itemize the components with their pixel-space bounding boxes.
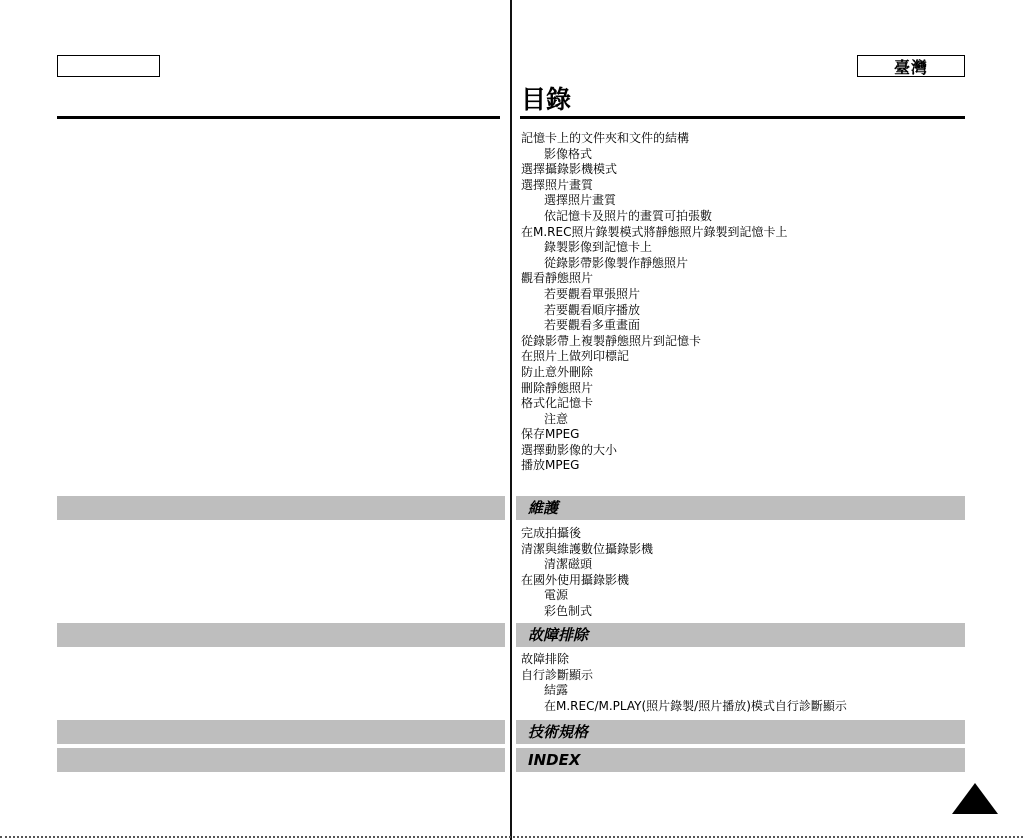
page-title: 目錄 [521, 85, 572, 114]
toc-item[interactable]: 記憶卡上的文件夾和文件的結構 [521, 131, 690, 145]
toc-item[interactable]: 選擇照片畫質 [521, 177, 594, 192]
toc-item[interactable]: 結露 [544, 683, 569, 698]
language-label: 臺灣 [893, 57, 928, 77]
section-header-troubleshooting[interactable] [516, 623, 965, 647]
toc-item[interactable]: 選擇攝錄影機模式 [521, 162, 618, 177]
toc-item[interactable]: 錄製影像到記憶卡上 [544, 240, 653, 255]
toc-item[interactable]: 在國外使用攝錄影機 [521, 572, 630, 587]
toc-item[interactable]: 自行診斷顯示 [521, 667, 594, 682]
toc-item[interactable]: 在照片上做列印標記 [521, 349, 630, 364]
toc-item[interactable]: 影像格式 [544, 146, 593, 161]
left-language-box [57, 55, 160, 77]
toc-item[interactable]: 完成拍攝後 [521, 526, 582, 540]
toc-item[interactable]: 彩色制式 [544, 603, 593, 618]
left-section-bar-3 [57, 720, 505, 744]
toc-item[interactable]: 若要觀看順序播放 [544, 302, 641, 317]
toc-item[interactable]: 電源 [544, 588, 569, 603]
page-up-arrow-icon[interactable] [952, 783, 998, 814]
toc-item[interactable]: 依記憶卡及照片的畫質可拍張數 [544, 208, 713, 223]
section-label-specifications: 技術規格 [528, 723, 589, 741]
section-header-index[interactable] [516, 748, 965, 772]
toc-item[interactable]: 選擇動影像的大小 [521, 442, 618, 457]
right-title-rule [520, 116, 965, 119]
left-section-bar-2 [57, 623, 505, 647]
section-label-maintenance: 維護 [528, 499, 559, 517]
toc-item[interactable]: 若要觀看多重畫面 [544, 318, 641, 333]
toc-item[interactable]: 在M.REC/M.PLAY(照片錄製/照片播放)模式自行診斷顯示 [544, 698, 847, 713]
toc-item[interactable]: 清潔磁頭 [544, 557, 593, 572]
toc-item[interactable]: 格式化記憶卡 [521, 396, 594, 411]
toc-item[interactable]: 觀看靜態照片 [521, 271, 594, 286]
toc-item[interactable]: 在M.REC照片錄製模式將靜態照片錄製到記憶卡上 [521, 224, 788, 239]
toc-main-list [521, 131, 787, 474]
section-header-maintenance[interactable] [516, 496, 965, 520]
section-label-troubleshooting: 故障排除 [528, 626, 589, 644]
toc-item[interactable]: 若要觀看單張照片 [544, 286, 641, 301]
toc-maintenance-list [521, 526, 653, 620]
toc-item[interactable]: 從錄影帶上複製靜態照片到記憶卡 [521, 333, 702, 348]
left-section-bar-4 [57, 748, 505, 772]
left-section-bar-1 [57, 496, 505, 520]
section-header-specifications[interactable] [516, 720, 965, 744]
toc-item[interactable]: 選擇照片畫質 [544, 193, 617, 208]
language-label-box [857, 55, 965, 77]
section-label-index: INDEX [528, 751, 581, 769]
toc-item[interactable]: 刪除靜態照片 [521, 380, 594, 395]
toc-troubleshooting-list [521, 652, 847, 714]
toc-item[interactable]: 從錄影帶影像製作靜態照片 [544, 255, 689, 270]
toc-item[interactable]: 播放MPEG [521, 458, 580, 473]
toc-item[interactable]: 防止意外刪除 [521, 364, 594, 379]
toc-item[interactable]: 清潔與維護數位攝錄影機 [521, 541, 654, 556]
page-divider [510, 0, 512, 840]
toc-item[interactable]: 故障排除 [521, 652, 570, 666]
toc-item[interactable]: 保存MPEG [521, 427, 580, 442]
left-title-rule [57, 116, 500, 119]
toc-item[interactable]: 注意 [544, 411, 569, 426]
bottom-dotted-line [0, 836, 1023, 838]
